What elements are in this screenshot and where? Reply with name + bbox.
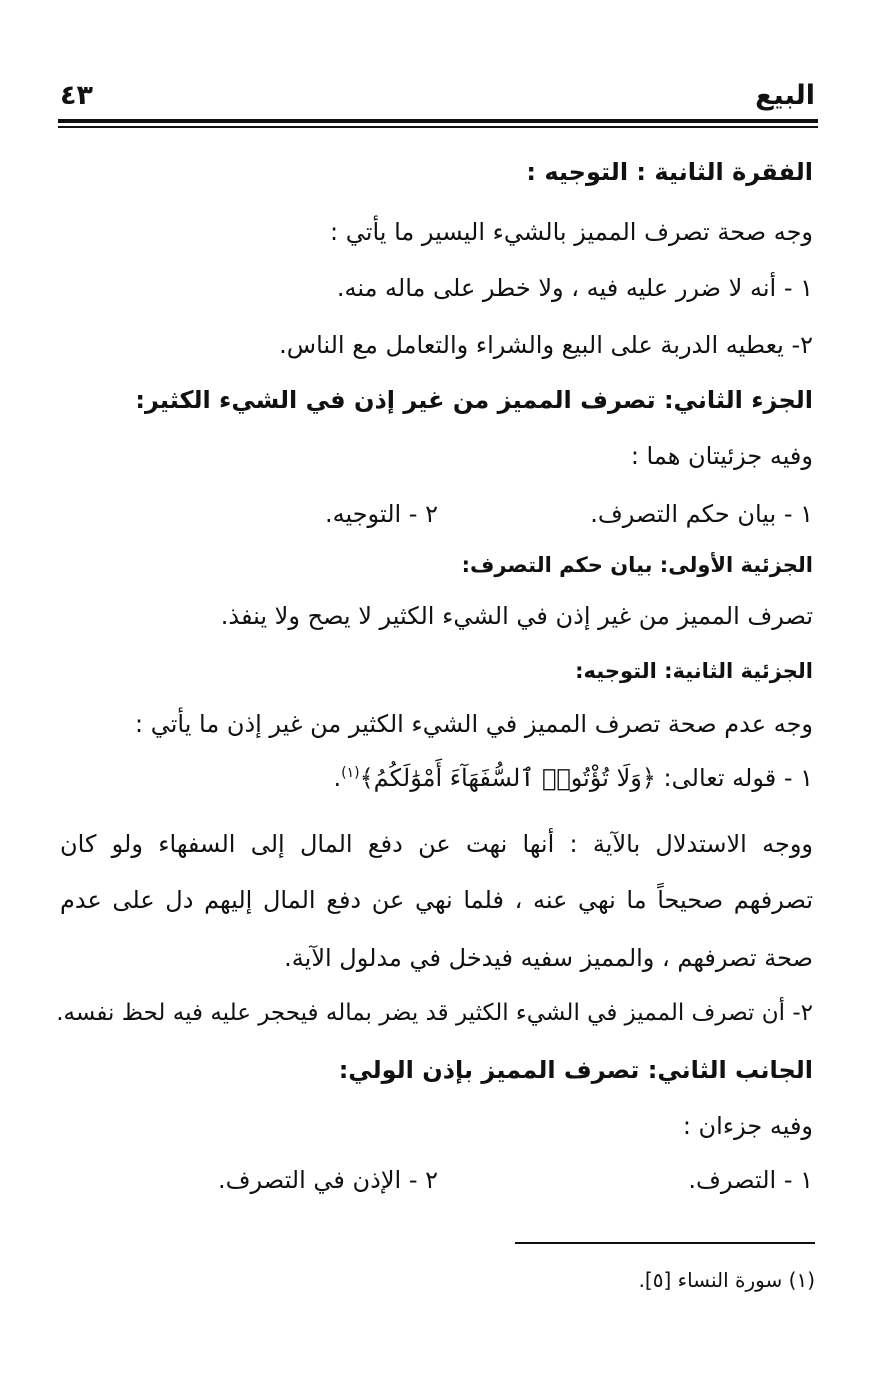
list-item: ١ - أنه لا ضرر عليه فيه ، ولا خطر على ماله منه. xyxy=(336,274,813,302)
footnote: (١) سورة النساء [٥]. xyxy=(638,1268,815,1292)
list-item: ٢ - التوجيه. xyxy=(324,500,438,528)
header-rule-thick xyxy=(58,119,818,123)
list-item: ٢ - الإذن في التصرف. xyxy=(218,1166,438,1194)
paragraph-line: صحة تصرفهم ، والمميز سفيه فيدخل في مدلول الآية. xyxy=(284,944,813,972)
running-header-title: البيع xyxy=(755,80,815,111)
section-heading: الجزء الثاني: تصرف المميز من غير إذن في الشيء الكثير: xyxy=(135,386,813,414)
page-number: ٤٣ xyxy=(60,80,93,111)
paragraph-line: تصرفهم صحيحاً ما نهي عنه ، فلما نهي عن دفع المال إليهم دل على عدم xyxy=(60,886,813,914)
header-rule-thin xyxy=(58,126,818,128)
paragraph-line: تصرف المميز من غير إذن في الشيء الكثير لا يصح ولا ينفذ. xyxy=(220,602,813,630)
subsection-heading: الفقرة الثانية : التوجيه : xyxy=(526,158,813,186)
section-heading: الجانب الثاني: تصرف المميز بإذن الولي: xyxy=(338,1056,813,1084)
list-item: ١ - التصرف. xyxy=(688,1166,813,1194)
footnote-ref: (١) xyxy=(341,765,360,781)
list-item: ١ - بيان حكم التصرف. xyxy=(590,500,813,528)
paragraph-line: وفيه جزءان : xyxy=(682,1112,813,1140)
paragraph-line: وجه عدم صحة تصرف المميز في الشيء الكثير من غير إذن ما يأتي : xyxy=(135,710,813,738)
subsection-heading: الجزئية الأولى: بيان حكم التصرف: xyxy=(461,553,813,577)
quran-verse: ﴿وَلَا تُؤْتُوا۟ ٱلسُّفَهَآءَ أَمْوَٰلَكُمُ﴾ xyxy=(359,764,656,792)
list-item: ٢- أن تصرف المميز في الشيء الكثير قد يضر بماله فيحجر عليه فيه لحظ نفسه. xyxy=(56,1000,813,1026)
paragraph-line: وجه صحة تصرف المميز بالشيء اليسير ما يأتي : xyxy=(330,218,813,246)
subsection-heading: الجزئية الثانية: التوجيه: xyxy=(575,659,813,683)
verse-intro: ١ - قوله تعالى: xyxy=(655,764,813,792)
paragraph-line: ووجه الاستدلال بالآية : أنها نهت عن دفع المال إلى السفهاء ولو كان xyxy=(60,830,813,858)
verse-end: . xyxy=(333,764,342,792)
verse-line xyxy=(334,764,814,793)
footnote-separator xyxy=(515,1242,815,1244)
list-item: ٢- يعطيه الدربة على البيع والشراء والتعامل مع الناس. xyxy=(279,331,813,359)
paragraph-line: وفيه جزئيتان هما : xyxy=(630,442,813,470)
